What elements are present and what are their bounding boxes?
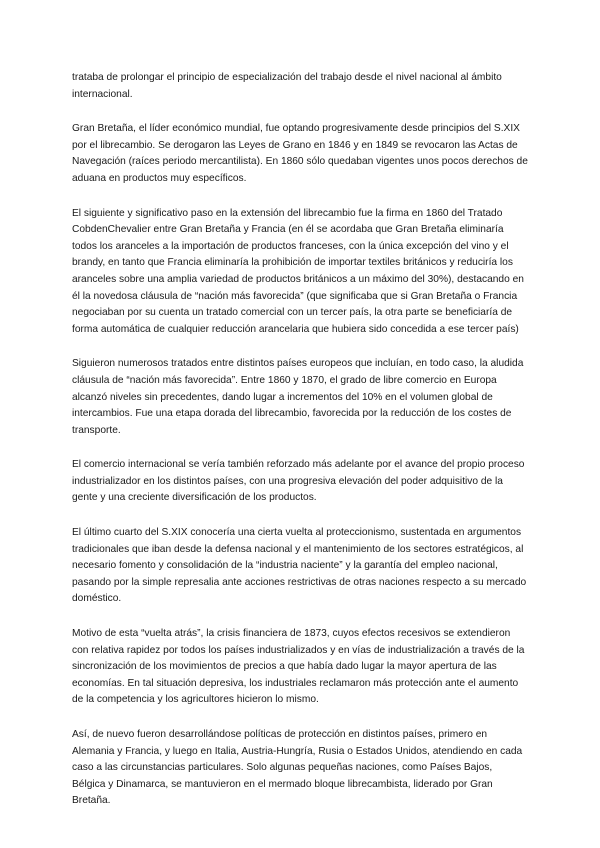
paragraph-specialization: trataba de prolongar el principio de especialización del trabajo desde el nivel nacional al ámbito internacional. bbox=[72, 72, 502, 100]
paragraph-protection-policies: Así, de nuevo fueron desarrollándose políticas de protección en distintos países, primero en Alemania y Francia, y luego en Italia, Austria-Hungría, Rusia o Estados Unidos, atendiendo en cada caso a las circunstancias particulares. Solo algunas pequeñas naciones, como Países Bajos, Bélgica y Dinamarca, se mantuvieron en el mermado bloque librecambista, liderado por Gran Bretaña. bbox=[72, 729, 523, 807]
paragraph-european-treaties: Siguieron numerosos tratados entre distintos países europeos que incluían, en todo caso, la aludida cláusula de “nación más favorecida”. Entre 1860 y 1870, el grado de libre comercio en Europa alcanzó niveles sin precedentes, dando lugar a incrementos del 10% en el volumen global de intercambios. Fue una etapa dorada del librecambio, favorecida por la reducción de los costes de transporte. bbox=[72, 358, 524, 436]
paragraph-industrialization-trade: El comercio internacional se vería también reforzado más adelante por el avance del propio proceso industrializador en los distintos países, con una progresiva elevación del poder adquisitivo de la gente y una creciente diversificación de los productos. bbox=[72, 459, 525, 504]
document-body bbox=[72, 70, 528, 828]
paragraph-crisis-1873: Motivo de esta “vuelta atrás”, la crisis financiera de 1873, cuyos efectos recesivos se extendieron con relativa rapidez por todos los países industrializados y en vías de industrialización a través de la sincronización de los movimientos de precios a que había dado lugar la mayor apertura de las economías. En tal situación depresiva, los industriales reclamaron más protección ante el aumento de la competencia y los agricultores hicieron lo mismo. bbox=[72, 628, 525, 706]
paragraph-cobden-chevalier-treaty: El siguiente y significativo paso en la extensión del librecambio fue la firma en 1860 del Tratado CobdenChevalier entre Gran Bretaña y Francia (en él se acordaba que Gran Bretaña eliminaría todos los aranceles a la importación de productos franceses, con la única excepción del vino y el brandy, en tanto que Francia eliminaría la prohibición de importar textiles británicos y reduciría los aranceles sobre una amplia variedad de productos británicos a un máximo del 30%), destacando en él la novedosa cláusula de “nación más favorecida” (que significaba que si Gran Bretaña o Francia negociaban por su cuenta un tratado comercial con un tercer país, la otra parte se beneficiaría de forma automática de cualquier reducción arancelaria que hubiera sido concedida a ese tercer país) bbox=[72, 207, 524, 335]
paragraph-great-britain-free-trade: Gran Bretaña, el líder económico mundial, fue optando progresivamente desde principios del S.XIX por el librecambio. Se derogaron las Leyes de Grano en 1846 y en 1849 se revocaron las Actas de Navegación (raíces periodo mercantilista). En 1860 sólo quedaban vigentes unos pocos derechos de aduana en productos muy específicos. bbox=[72, 123, 528, 184]
paragraph-return-to-protectionism: El último cuarto del S.XIX conocería una cierta vuelta al proteccionismo, sustentada en argumentos tradicionales que iban desde la defensa nacional y el mantenimiento de los sectores estratégicos, al necesario fomento y consolidación de la “industria naciente” y la garantía del empleo nacional, pasando por la simple represalia ante acciones restrictivas de otras naciones respecto a su mercado doméstico. bbox=[72, 527, 527, 605]
